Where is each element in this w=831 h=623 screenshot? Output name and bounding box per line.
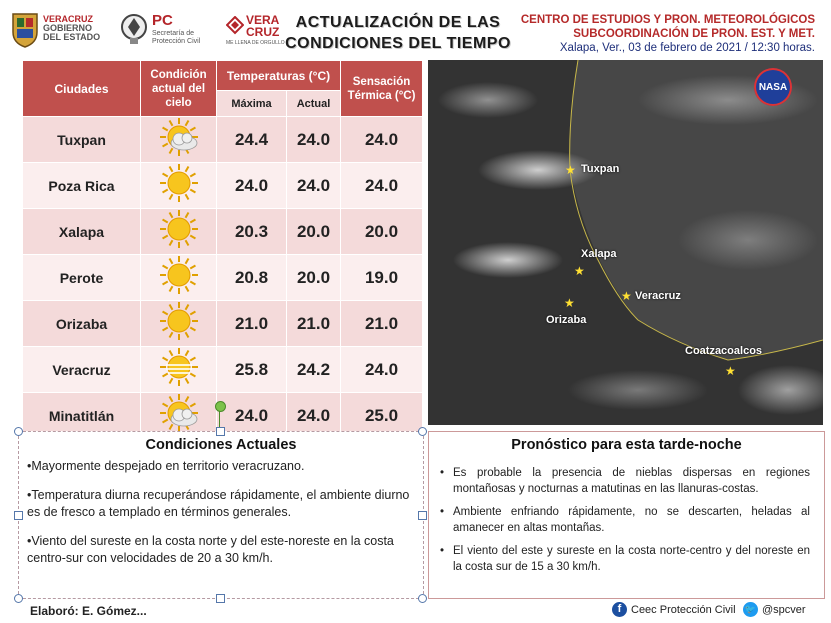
- gov-line-2: GOBIERNO: [43, 23, 93, 33]
- center-line-2: SUBCOORDINACIÓN DE PRON. EST. Y MET.: [573, 28, 815, 40]
- page-title: [278, 12, 518, 54]
- star-marker-icon: ★: [621, 289, 632, 303]
- table-row: [23, 163, 423, 209]
- current-temp-cell: 24.0: [287, 117, 341, 163]
- civil-protection-logo: [120, 10, 215, 50]
- map-label-veracruz: Veracruz: [635, 290, 681, 302]
- feel-temp-cell: 20.0: [341, 209, 423, 255]
- rotate-handle-line: [219, 411, 220, 427]
- resize-handle[interactable]: [14, 427, 23, 436]
- star-marker-icon: ★: [725, 364, 736, 378]
- gov-line-3: DEL ESTADO: [43, 32, 101, 42]
- resize-handle[interactable]: [418, 511, 427, 520]
- col-feel-header: Sensación Térmica (°C): [341, 61, 423, 117]
- twitter-handle: @spcver: [762, 603, 806, 616]
- map-label-orizaba: Orizaba: [546, 314, 587, 326]
- city-cell: Perote: [23, 255, 141, 301]
- feel-temp-cell: 24.0: [341, 347, 423, 393]
- current-item-2: •Temperatura diurna recuperándose rápidamente, el ambiente diurno es de fresco a templado en términos generales.: [27, 488, 410, 519]
- col-sky-header: Condición actual del cielo: [141, 61, 217, 117]
- current-temp-cell: 20.0: [287, 209, 341, 255]
- pc-line-1: Secretaría de: [152, 30, 195, 37]
- sky-cell: [141, 347, 217, 393]
- pc-mark: PC: [152, 12, 173, 29]
- vera-mark-1: VERA: [246, 13, 280, 27]
- facebook-link[interactable]: [612, 602, 736, 617]
- city-cell: Poza Rica: [23, 163, 141, 209]
- max-temp-cell: 25.8: [217, 347, 287, 393]
- current-conditions-box[interactable]: [18, 431, 424, 599]
- author-credit: Elaboró: E. Gómez...: [30, 604, 147, 618]
- table-row: [23, 209, 423, 255]
- feel-temp-cell: 19.0: [341, 255, 423, 301]
- col-city-header: Ciudades: [23, 61, 141, 117]
- state-shield-icon: [10, 10, 40, 48]
- feel-temp-cell: 25.0: [341, 393, 423, 439]
- max-temp-cell: 20.8: [217, 255, 287, 301]
- sun-icon: [159, 301, 199, 341]
- sun-icon: [159, 163, 199, 203]
- sky-cell: [141, 163, 217, 209]
- resize-handle[interactable]: [216, 427, 225, 436]
- city-cell: Xalapa: [23, 209, 141, 255]
- sky-cell: [141, 117, 217, 163]
- conditions-table: [22, 60, 423, 439]
- current-temp-cell: 24.0: [287, 393, 341, 439]
- current-temp-cell: 24.0: [287, 163, 341, 209]
- forecast-title: Pronóstico para esta tarde-noche: [511, 437, 742, 453]
- sun-cloud-icon: [159, 117, 199, 157]
- star-marker-icon: ★: [574, 264, 585, 278]
- max-temp-cell: 24.4: [217, 117, 287, 163]
- facebook-handle: Ceec Protección Civil: [631, 603, 736, 616]
- nasa-logo: [754, 68, 792, 106]
- twitter-link[interactable]: [743, 602, 806, 617]
- sky-cell: [141, 255, 217, 301]
- table-row: [23, 117, 423, 163]
- resize-handle[interactable]: [216, 594, 225, 603]
- max-temp-cell: 20.3: [217, 209, 287, 255]
- resize-handle[interactable]: [418, 594, 427, 603]
- satellite-image: [428, 60, 823, 425]
- forecast-box: [428, 431, 825, 599]
- city-cell: Tuxpan: [23, 117, 141, 163]
- current-item-3: •Viento del sureste en la costa norte y del este-noreste en la costa centro-sur con velocidades de 20 a 30 km/h.: [27, 534, 394, 565]
- map-label-tuxpan: Tuxpan: [581, 163, 620, 175]
- forecast-item-3: • El viento del este y sureste en la costa norte-centro y del noreste en la costa sur de 15 a 30 km/h.: [437, 543, 810, 575]
- title-line-1: ACTUALIZACIÓN DE LAS: [295, 14, 501, 31]
- forecast-item-1: • Es probable la presencia de nieblas dispersas en regiones montañosas y nocturnas a matutinas en las llanuras-costas.: [437, 465, 810, 497]
- vera-slogan: ME LLENA DE ORGULLO: [226, 40, 285, 46]
- max-temp-cell: 21.0: [217, 301, 287, 347]
- center-line-1: CENTRO DE ESTUDIOS Y PRON. METEOROLÓGICOS: [520, 14, 815, 26]
- feel-temp-cell: 21.0: [341, 301, 423, 347]
- city-cell: Veracruz: [23, 347, 141, 393]
- table-row: [23, 347, 423, 393]
- forecast-item-2: • Ambiente enfriando rápidamente, no se descarten, heladas al amanecer en altas montañas.: [437, 504, 810, 536]
- twitter-icon: 🐦: [743, 602, 758, 617]
- gov-line-1: VERACRUZ: [43, 14, 94, 24]
- veracruz-brand-logo: [226, 12, 286, 50]
- table-row: [23, 301, 423, 347]
- pc-emblem-icon: [120, 12, 148, 46]
- current-temp-cell: 20.0: [287, 255, 341, 301]
- feel-temp-cell: 24.0: [341, 117, 423, 163]
- table-row: [23, 255, 423, 301]
- current-temp-cell: 24.2: [287, 347, 341, 393]
- vera-mark-2: CRUZ: [246, 25, 280, 39]
- resize-handle[interactable]: [14, 594, 23, 603]
- veracruz-government-logo: [10, 10, 115, 50]
- pc-line-2: Protección Civil: [152, 38, 201, 45]
- sun-icon: [159, 255, 199, 295]
- current-temp-cell: 21.0: [287, 301, 341, 347]
- nasa-label: NASA: [758, 81, 788, 93]
- current-item-1: •Mayormente despejado en territorio veracruzano.: [27, 459, 305, 473]
- map-label-xalapa: Xalapa: [581, 248, 617, 260]
- col-temp-header: Temperaturas (°C): [217, 61, 341, 91]
- center-info: [521, 13, 815, 55]
- col-cur-header: Actual: [287, 91, 341, 117]
- forecast-list: [429, 465, 824, 575]
- sun-cloud-icon: [159, 393, 199, 433]
- star-marker-icon: ★: [564, 296, 575, 310]
- city-cell: Minatitlán: [23, 393, 141, 439]
- date-line: Xalapa, Ver., 03 de febrero de 2021 / 12:30 horas.: [559, 42, 815, 54]
- map-label-coatzacoalcos: Coatzacoalcos: [685, 345, 763, 357]
- sky-cell: [141, 301, 217, 347]
- facebook-icon: f: [612, 602, 627, 617]
- hazy-sun-icon: [159, 347, 199, 387]
- current-conditions-title: Condiciones Actuales: [145, 437, 297, 453]
- col-max-header: Máxima: [217, 91, 287, 117]
- lattice-icon: [226, 16, 244, 38]
- resize-handle[interactable]: [418, 427, 427, 436]
- max-temp-cell: 24.0: [217, 163, 287, 209]
- sky-cell: [141, 209, 217, 255]
- title-line-2: CONDICIONES DEL TIEMPO: [285, 35, 511, 52]
- city-cell: Orizaba: [23, 301, 141, 347]
- satellite-map: [428, 60, 823, 425]
- resize-handle[interactable]: [14, 511, 23, 520]
- max-temp-cell: 24.0: [217, 393, 287, 439]
- star-marker-icon: ★: [565, 163, 576, 177]
- feel-temp-cell: 24.0: [341, 163, 423, 209]
- rotate-handle[interactable]: [215, 401, 226, 412]
- sun-icon: [159, 209, 199, 249]
